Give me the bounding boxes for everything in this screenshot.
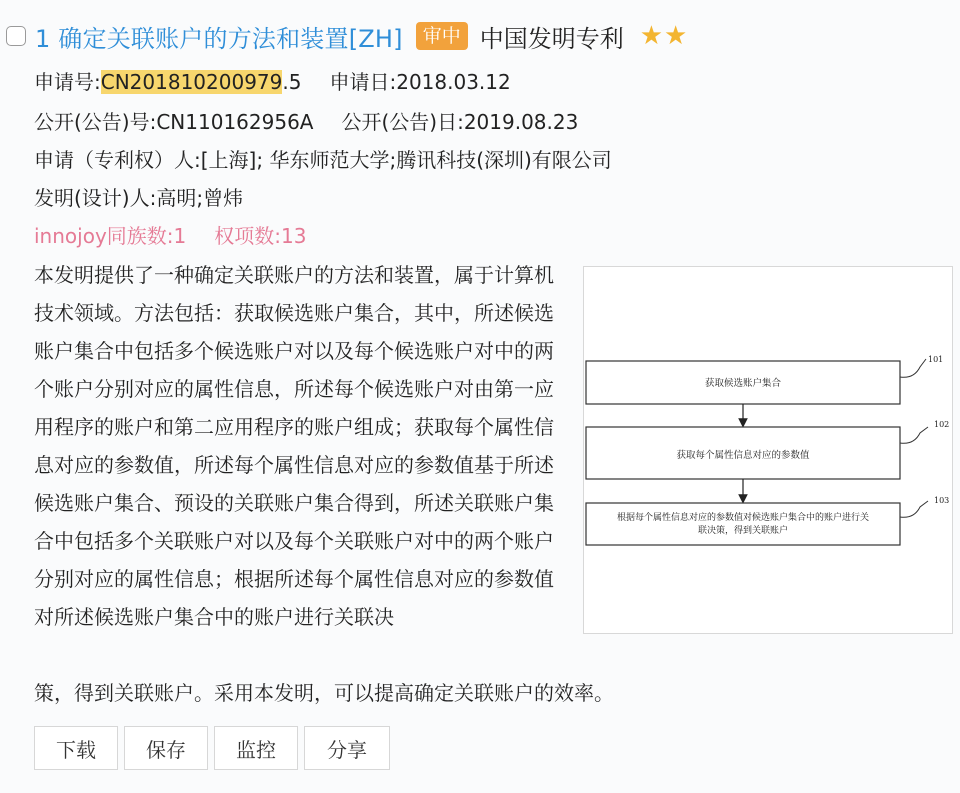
patent-figure-thumbnail[interactable]	[583, 266, 953, 634]
result-title-row	[6, 14, 687, 58]
application-date-label: 申请日:	[329, 70, 397, 94]
star-icon: ★	[664, 21, 688, 51]
publication-info-line	[34, 110, 578, 134]
applicant-value: [上海]; 华东师范大学;腾讯科技(深圳)有限公司	[200, 148, 612, 172]
publication-date: 2019.08.23	[463, 110, 579, 134]
flow-step-box	[586, 503, 900, 545]
flow-step-ref: 102	[934, 420, 950, 429]
select-checkbox[interactable]	[6, 26, 26, 46]
claims-count: 13	[281, 224, 307, 248]
application-number-label: 申请号:	[34, 70, 101, 94]
claims-count-label: 权项数:	[214, 224, 281, 248]
patent-title-link[interactable]: 1 确定关联账户的方法和装置[ZH]	[35, 24, 403, 53]
inventor-line	[34, 186, 243, 210]
publication-date-label: 公开(公告)日:	[341, 110, 464, 134]
applicant-line	[34, 148, 612, 172]
download-button[interactable]: 下载	[34, 726, 118, 770]
rating-stars	[640, 23, 688, 49]
application-number-highlight: CN201810200979	[100, 70, 283, 94]
family-count-label: innojoy同族数:	[34, 224, 174, 248]
application-number-suffix: .5	[282, 70, 302, 94]
abstract-text: 本发明提供了一种确定关联账户的方法和装置，属于计算机技术领域。方法包括：获取候选账户集合，其中，所述候选账户集合中包括多个候选账户对以及每个候选账户对中的两个账户分别对应的属性信息，所述每个候选账户对由第一应用程序的账户和第二应用程序的账户组成；获取每个属性信息对应的参数值，所述每个属性信息对应的参数值基于所述候选账户集合、预设的关联账户集合得到，所述关联账户集合中包括多个关联账户对以及每个关联账户对中的两个账户分别对应的属性信息；根据所述每个属性信息对应的参数值对所述候选账户集合中的账户进行关联决	[34, 263, 554, 629]
action-button-group	[34, 726, 390, 770]
family-claims-line	[34, 224, 306, 248]
monitor-button[interactable]: 监控	[214, 726, 298, 770]
status-badge: 审中	[416, 22, 468, 51]
applicant-label: 申请（专利权）人:	[34, 148, 201, 172]
save-button[interactable]: 保存	[124, 726, 208, 770]
inventor-label: 发明(设计)人:	[34, 186, 157, 210]
flow-step-label-line2: 联决策，得到关联账户	[697, 526, 789, 536]
flow-step-ref: 103	[934, 496, 950, 505]
abstract-text-tail: 策，得到关联账户。采用本发明，可以提高确定关联账户的效率。	[34, 681, 614, 705]
flow-step-label: 获取每个属性信息对应的参数值	[676, 450, 810, 461]
patent-type-label: 中国发明专利	[479, 24, 624, 53]
flow-step-label: 获取候选账户集合	[704, 378, 782, 389]
flow-step-ref: 101	[928, 355, 944, 364]
application-date: 2018.03.12	[396, 70, 511, 94]
application-info-line	[34, 70, 511, 94]
flowchart-figure	[584, 267, 952, 633]
inventor-value: 高明;曾炜	[156, 186, 244, 210]
star-icon: ★	[639, 21, 664, 51]
flow-step-label-line1: 根据每个属性信息对应的参数值对候选账户集合中的账户进行关	[616, 513, 870, 523]
publication-number: CN110162956A	[156, 110, 314, 134]
publication-number-label: 公开(公告)号:	[34, 110, 157, 134]
family-count: 1	[173, 224, 187, 248]
share-button[interactable]: 分享	[304, 726, 390, 770]
